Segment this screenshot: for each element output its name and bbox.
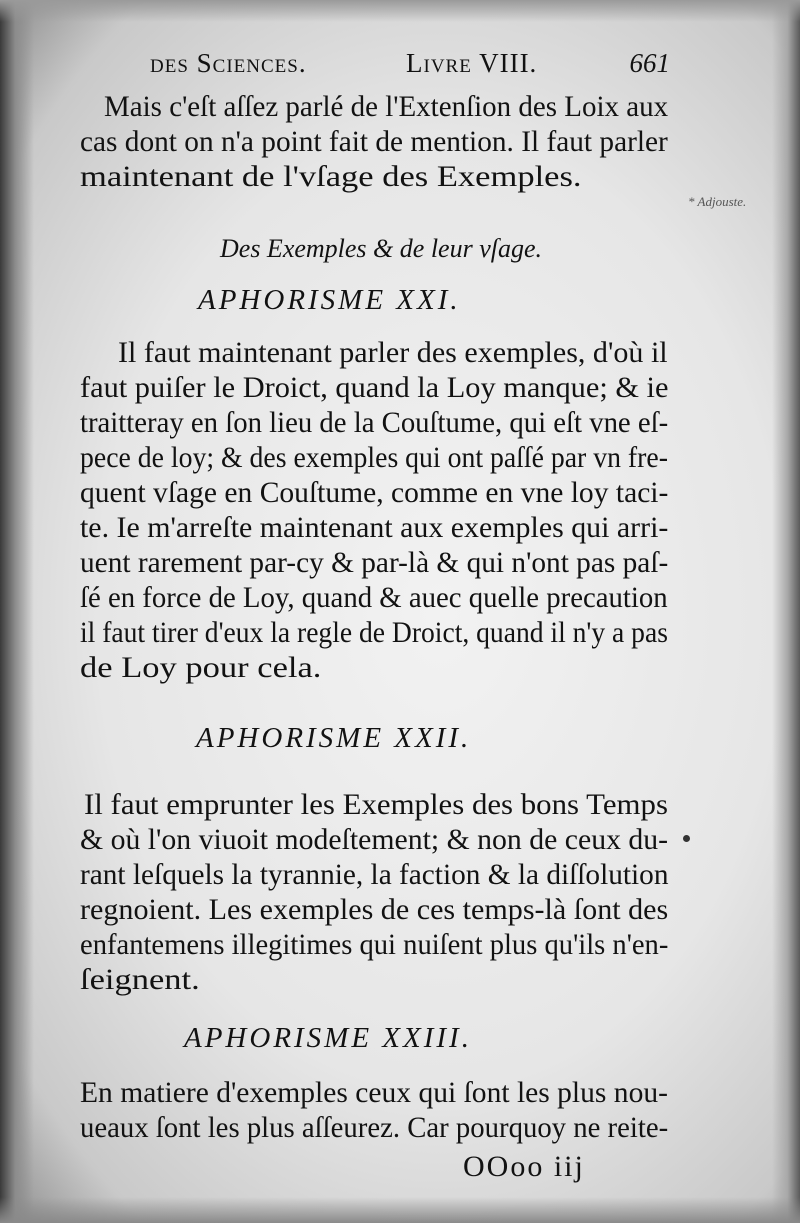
running-title: des Sciences. <box>150 48 307 78</box>
aphorism-21-line: traitteray en ſon lieu de la Couſtume, qui eſt vne eſ- <box>80 406 669 439</box>
aphorism-22-line: ſeignent. <box>80 963 200 996</box>
aphorism-21-line: pece de loy; & des exemples qui ont paſſé par vn fre- <box>80 441 668 474</box>
section-title: Des Exemples & de leur vſage. <box>220 234 543 263</box>
ink-spot <box>683 835 690 842</box>
intro-line: Mais c'eſt aſſez parlé de l'Extenſion des Loix aux <box>104 90 669 123</box>
aphorism-21-line: ſé en force de Loy, quand & auec quelle precaution <box>80 581 668 614</box>
aphorism-21-line: faut puiſer le Droict, quand la Loy manque; & ie <box>80 371 669 404</box>
aphorism-22-line: Il faut emprunter les Exemples des bons Temps <box>84 788 668 821</box>
aphorism-22-line: regnoient. Les exemples de ces temps-là ſont des <box>80 893 669 926</box>
aphorism-21-line: uent rarement par-cy & par-là & qui n'ont pas paſ- <box>80 546 669 579</box>
intro-line: maintenant de l'vſage des Exemples. <box>80 160 582 193</box>
book-number: Livre VIII. <box>406 48 538 78</box>
aphorism-22-line: rant leſquels la tyrannie, la faction & la diſſolution <box>80 858 669 891</box>
aphorism-21-line: de Loy pour cela. <box>80 651 322 684</box>
margin-note: * Adjouste. <box>688 194 747 209</box>
aphorism-23-line: ueaux ſont les plus aſſeurez. Car pourquoy ne reite- <box>80 1111 669 1144</box>
page-gutter-shadow <box>0 0 34 1223</box>
page-number: 661 <box>629 48 670 78</box>
running-header <box>150 48 670 88</box>
page-top-shadow <box>0 0 800 22</box>
aphorism-22-line: & où l'on viuoit modeſtement; & non de ceux du- <box>80 823 669 856</box>
aphorism-22-title: APHORISME XXII. <box>196 722 472 754</box>
page-edge-shadow <box>772 0 800 1223</box>
aphorism-21-title: APHORISME XXI. <box>198 284 461 316</box>
aphorism-21-line: Il faut maintenant parler des exemples, d'où il <box>118 336 668 369</box>
aphorism-22-line: enfantemens illegitimes qui nuiſent plus qu'ils n'en- <box>80 928 669 961</box>
aphorism-21-line: il faut tirer d'eux la regle de Droict, quand il n'y a pas <box>80 616 668 649</box>
aphorism-23-line: En matiere d'exemples ceux qui ſont les plus nou- <box>80 1076 668 1109</box>
intro-line: cas dont on n'a point fait de mention. Il faut parler <box>80 125 668 158</box>
aphorism-23-title: APHORISME XXIII. <box>184 1022 472 1054</box>
page-bottom-shadow <box>0 1197 800 1223</box>
aphorism-21-line: quent vſage en Couſtume, comme en vne loy taci- <box>80 476 669 509</box>
aphorism-21-line: te. Ie m'arreſte maintenant aux exemples qui arri- <box>80 511 669 544</box>
signature-mark: OOoo iij <box>463 1150 585 1183</box>
